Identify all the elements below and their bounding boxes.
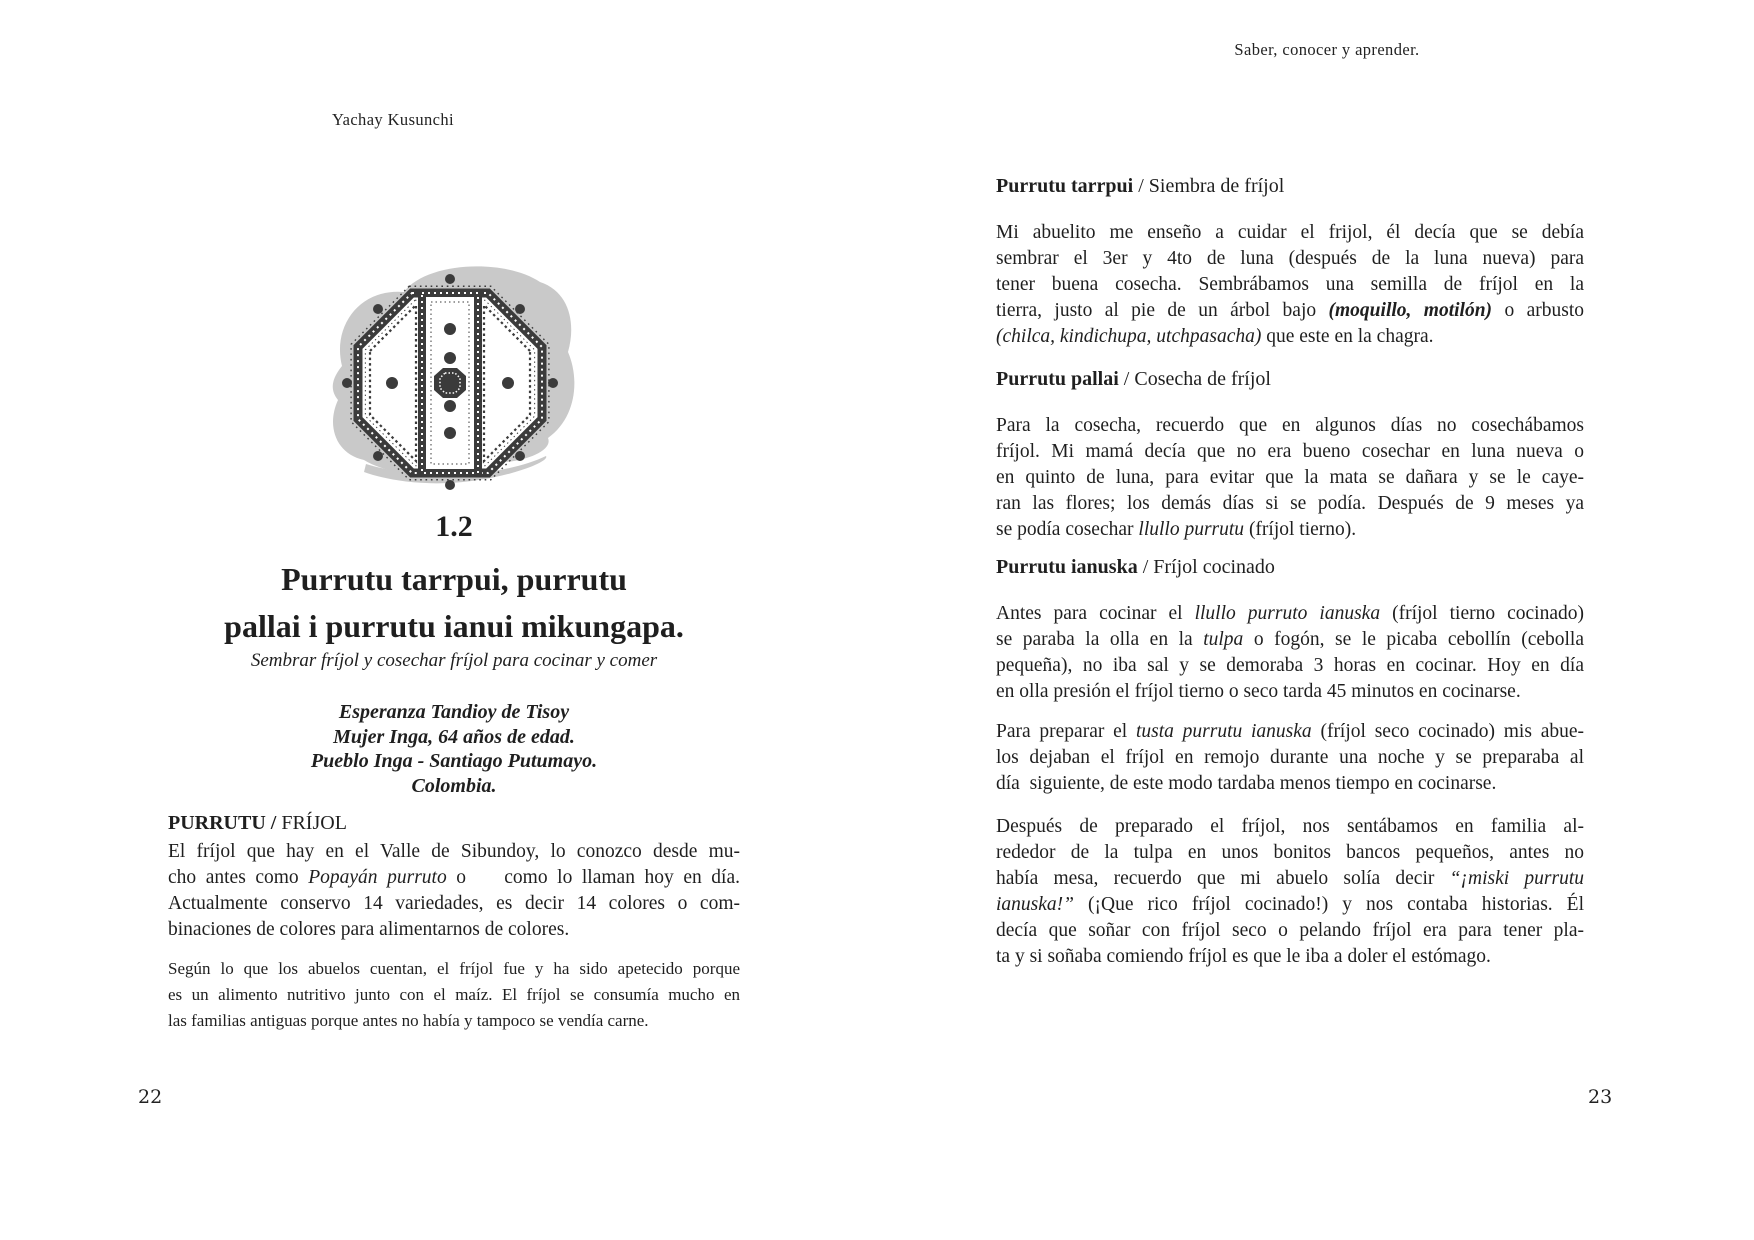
paragraph: Antes para cocinar el llullo purruto ianuska (fríjol tierno cocinado) se paraba la olla en la tulpa o fogón, se le picaba cebollín (cebolla pequeña), no iba sal y se demoraba 3 horas en cocinar. Hoy en día en olla presión el fríjol tierno o seco tarda 45 minutos en cocinarse. <box>996 603 1584 702</box>
left-panel-dot <box>386 377 398 389</box>
chapter-subtitle: Sembrar fríjol y cosechar fríjol para cocinar y comer <box>250 650 658 671</box>
chapter-title <box>150 556 758 650</box>
author-detail: Mujer Inga, 64 años de edad. <box>333 725 575 748</box>
author-detail: Pueblo Inga - Santiago Putumayo. <box>310 750 598 772</box>
page-number-left: 22 <box>138 1086 163 1108</box>
section-heading-purrutu: PURRUTU / FRÍJOL <box>168 812 347 834</box>
chumbe-octagon-emblem-icon <box>308 248 592 506</box>
section-number: 1.2 <box>435 510 473 543</box>
running-header-right: Saber, conocer y aprender. <box>1234 40 1420 59</box>
section-heading-tarrpui: Purrutu tarrpui / Siembra de fríjol <box>996 175 1285 197</box>
author-block <box>168 700 740 798</box>
chapter-title-line-2: pallai i purrutu ianui mikungapa. <box>224 608 684 644</box>
right-panel-dot <box>502 377 514 389</box>
paragraph: Para preparar el tusta purrutu ianuska (fríjol seco cocinado) mis abue- los dejaban el fríjol en remojo durante una noche y se preparaba al día siguiente, de este modo tardaba menos tiempo en cocinarse. <box>996 721 1584 794</box>
author-detail: Colombia. <box>411 774 497 797</box>
section-heading-ianuska: Purrutu ianuska / Fríjol cocinado <box>996 556 1275 578</box>
paragraph: El fríjol que hay en el Valle de Sibundoy, lo conozco desde mu- cho antes como Popayán purruto o como lo llaman hoy en día. Actualmente conservo 14 variedades, es decir 14 colores o com- binaciones de colores para alimentarnos de colores. <box>168 841 740 940</box>
page-number-right: 23 <box>1588 1086 1613 1108</box>
author-name: Esperanza Tandioy de Tisoy <box>338 701 570 723</box>
paragraph: Según lo que los abuelos cuentan, el fríjol fue y ha sido apetecido porque es un alimento nutritivo junto con el maíz. El fríjol se consumía mucho en las familias antiguas porque antes no había y tampoco se vendía carne. <box>168 959 740 1030</box>
paragraph: Después de preparado el fríjol, nos sentábamos en familia al- rededor de la tulpa en unos bonitos bancos pequeños, antes no había mesa, recuerdo que mi abuelo solía decir “¡miski purrutu ianuska!” (¡Que rico fríjol cocinado!) y nos contaba historias. Él decía que soñar con fríjol seco o pelando fríjol era para tener pla- ta y si soñaba comiendo fríjol es que le iba a doler el estómago. <box>996 816 1584 967</box>
paragraph: Mi abuelito me enseño a cuidar el frijol, él decía que se debía sembrar el 3er y 4to de luna (después de la luna nueva) para tener buena cosecha. Sembrábamos una semilla de fríjol en la tierra, justo al pie de un árbol bajo (moquillo, motilón) o arbusto (chilca, kindichupa, utchpasacha) que este en la chagra. <box>996 222 1585 347</box>
running-header-left: Yachay Kusunchi <box>331 110 455 129</box>
section-heading-pallai: Purrutu pallai / Cosecha de fríjol <box>996 368 1271 390</box>
chapter-title-line-1: Purrutu tarrpui, purrutu <box>281 561 627 597</box>
paragraph: Para la cosecha, recuerdo que en algunos días no cosechábamos fríjol. Mi mamá decía que no era bueno cosechar en luna nueva o en quinto de luna, para evitar que la mata se dañara y se le caye- ran las flores; los demás días si se podía. Después de 9 meses ya se podía cosechar llullo purrutu (fríjol tierno). <box>996 415 1584 540</box>
